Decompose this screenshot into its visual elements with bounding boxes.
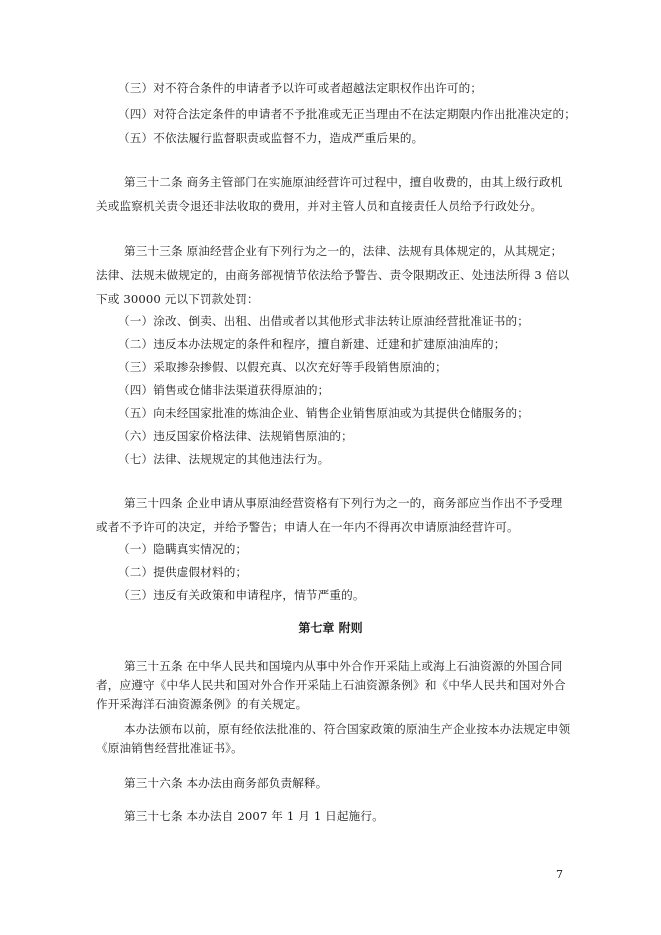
article-35-line-1: 第三十五条 在中华人民共和国境内从事中外合作开采陆上或海上石油资源的外国合同 (124, 659, 563, 673)
article-34-line-2: 或者不予许可的决定，并给予警告；申请人在一年内不得再次申请原油经营许可。 (96, 520, 519, 534)
page-number: 7 (556, 868, 563, 881)
supplementary-line-2: 《原油销售经营批准证书》。 (96, 741, 243, 755)
article-33-item-7: （七）法律、法规规定的其他违法行为。 (118, 452, 330, 466)
article-33-line-1: 第三十三条 原油经营企业有下列行为之一的，法律、法规有具体规定的，从其规定； (124, 244, 563, 258)
article-33-line-3: 下或 30000 元以下罚款处罚： (96, 292, 259, 306)
article-35-line-3: 作开采海洋石油资源条例》的有关规定。 (96, 697, 308, 711)
clause-item-4: （四）对符合法定条件的申请者不予批准或无正当理由不在法定期限内作出批准决定的； (118, 107, 577, 121)
article-33-item-6: （六）违反国家价格法律、法规销售原油的； (118, 429, 353, 443)
article-33-item-3: （三）采取掺杂掺假、以假充真、以次充好等手段销售原油的； (118, 360, 447, 374)
supplementary-line-1: 本办法颁布以前，原有经依法批准的、符合国家政策的原油生产企业按本办法规定申领 (124, 722, 571, 736)
clause-item-3: （三）对不符合条件的申请者予以许可或者超越法定职权作出许可的； (118, 81, 483, 95)
article-37: 第三十七条 本办法自 2007 年 1 月 1 日起施行。 (124, 809, 384, 823)
article-34-item-2: （二）提供虚假材料的； (118, 565, 248, 579)
article-34-item-3: （三）违反有关政策和申请程序，情节严重的。 (118, 588, 365, 602)
chapter-heading: 第七章 附则 (298, 621, 363, 635)
article-33-item-4: （四）销售或仓储非法渠道获得原油的； (118, 383, 330, 397)
article-32-line-2: 关或监察机关责令退还非法收取的费用，并对主管人员和直接责任人员给予行政处分。 (96, 199, 543, 213)
article-33-item-5: （五）向未经国家批准的炼油企业、销售企业销售原油或为其提供仓储服务的； (118, 406, 530, 420)
article-33-item-1: （一）涂改、倒卖、出租、出借或者以其他形式非法转让原油经营批准证书的； (118, 314, 530, 328)
article-32-line-1: 第三十二条 商务主管部门在实施原油经营许可过程中，擅自收费的，由其上级行政机 (124, 175, 563, 189)
article-36: 第三十六条 本办法由商务部负责解释。 (124, 776, 328, 790)
article-35-line-2: 者，应遵守《中华人民共和国对外合作开采陆上石油资源条例》和《中华人民共和国对外合 (96, 678, 566, 692)
clause-item-5: （五）不依法履行监督职责或监督不力，造成严重后果的。 (118, 131, 424, 145)
article-34-line-1: 第三十四条 企业申请从事原油经营资格有下列行为之一的，商务部应当作出不予受理 (124, 496, 563, 510)
article-34-item-1: （一）隐瞒真实情况的； (118, 542, 248, 556)
article-33-item-2: （二）违反本办法规定的条件和程序，擅自新建、迁建和扩建原油油库的； (118, 337, 506, 351)
article-33-line-2: 法律、法规未做规定的，由商务部视情节依法给予警告、责令限期改正、处违法所得 3 倍以 (96, 268, 570, 282)
